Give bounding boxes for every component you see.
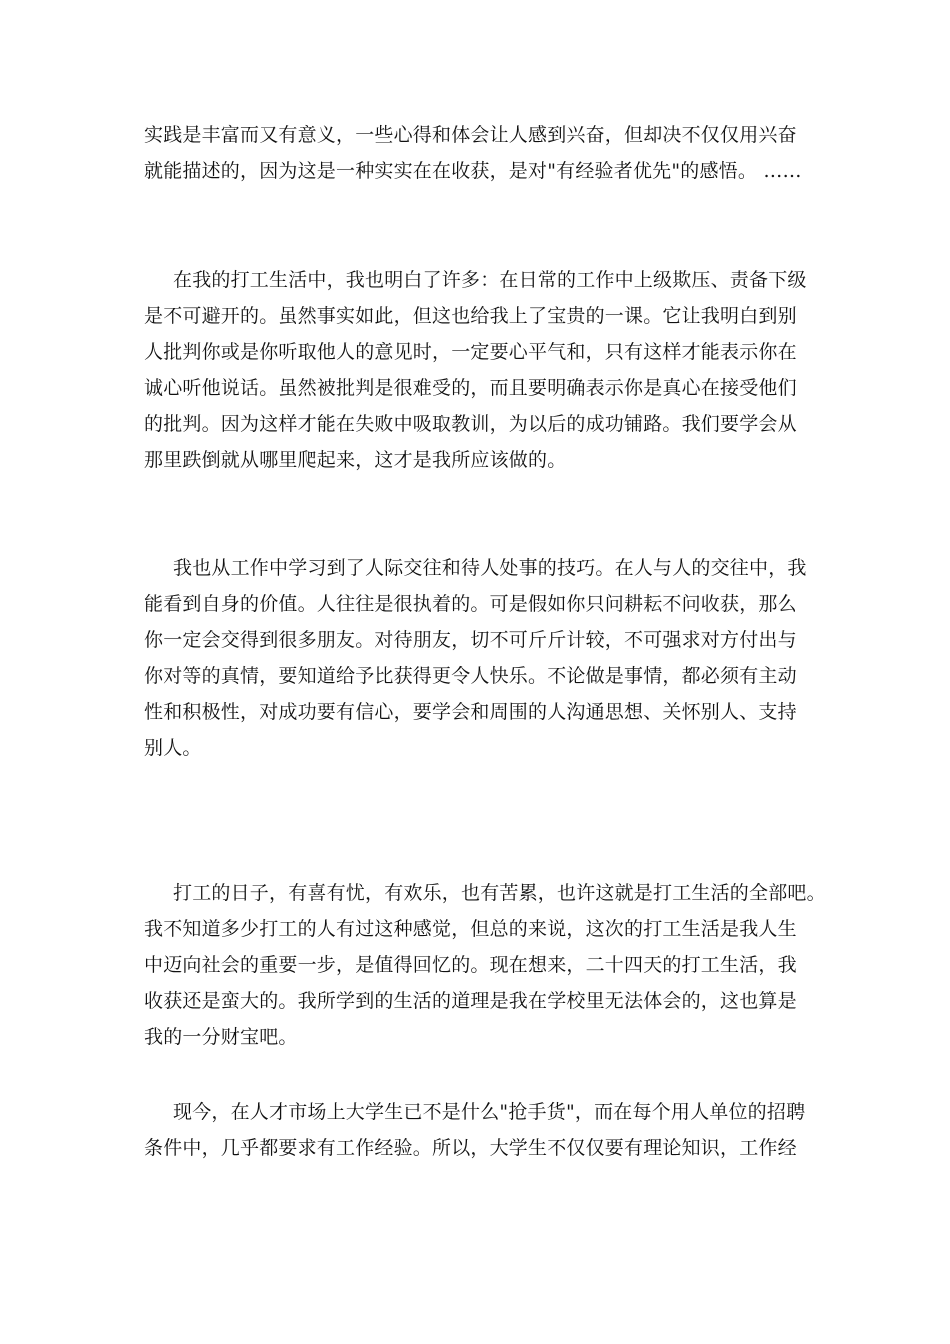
text-line: 你一定会交得到很多朋友。对待朋友，切不可斤斤计较，不可强求对方付出与 <box>144 629 797 651</box>
text-line: 那里跌倒就从哪里爬起来，这才是我所应该做的。 <box>144 449 567 471</box>
paragraph-2 <box>144 262 824 478</box>
paragraph-4 <box>144 875 824 1055</box>
text-line: 别人。 <box>144 737 202 759</box>
text-line: 性和积极性，对成功要有信心，要学会和周围的人沟通思想、关怀别人、支持 <box>144 701 797 723</box>
text-line: 人批判你或是你听取他人的意见时，一定要心平气和，只有这样才能表示你在 <box>144 341 797 363</box>
text-line: 是不可避开的。虽然事实如此，但这也给我上了宝贵的一课。它让我明白到别 <box>144 305 797 327</box>
text-line: 中迈向社会的重要一步，是值得回忆的。现在想来，二十四天的打工生活，我 <box>144 954 797 976</box>
text-line: 现今，在人才市场上大学生已不是什么"抢手货"，而在每个用人单位的招聘 <box>173 1101 806 1123</box>
text-line: 能看到自身的价值。人往往是很执着的。可是假如你只问耕耘不问收获，那么 <box>144 593 797 615</box>
text-line: 实践是丰富而又有意义，一些心得和体会让人感到兴奋，但却决不仅仅用兴奋 <box>144 124 797 146</box>
paragraph-5 <box>144 1094 824 1166</box>
text-line: 我不知道多少打工的人有过这种感觉，但总的来说，这次的打工生活是我人生 <box>144 918 797 940</box>
text-line: 条件中，几乎都要求有工作经验。所以，大学生不仅仅要有理论知识，工作经 <box>144 1137 797 1159</box>
paragraph-3 <box>144 550 824 766</box>
text-line: 在我的打工生活中，我也明白了许多：在日常的工作中上级欺压、责备下级 <box>173 269 807 291</box>
text-line: 诚心听他说话。虽然被批判是很难受的，而且要明确表示你是真心在接受他们 <box>144 377 797 399</box>
text-line: 我的一分财宝吧。 <box>144 1026 298 1048</box>
text-line: 就能描述的，因为这是一种实实在在收获，是对"有经验者优先"的感悟。 …… <box>144 160 802 182</box>
text-line: 收获还是蛮大的。我所学到的生活的道理是我在学校里无法体会的，这也算是 <box>144 990 797 1012</box>
text-line: 打工的日子，有喜有忧，有欢乐，也有苦累，也许这就是打工生活的全部吧。 <box>173 882 826 904</box>
paragraph-1 <box>144 117 824 189</box>
text-line: 的批判。因为这样才能在失败中吸取教训，为以后的成功铺路。我们要学会从 <box>144 413 797 435</box>
text-line: 你对等的真情，要知道给予比获得更令人快乐。不论做是事情，都必须有主动 <box>144 665 797 687</box>
text-line: 我也从工作中学习到了人际交往和待人处事的技巧。在人与人的交往中，我 <box>173 557 807 579</box>
